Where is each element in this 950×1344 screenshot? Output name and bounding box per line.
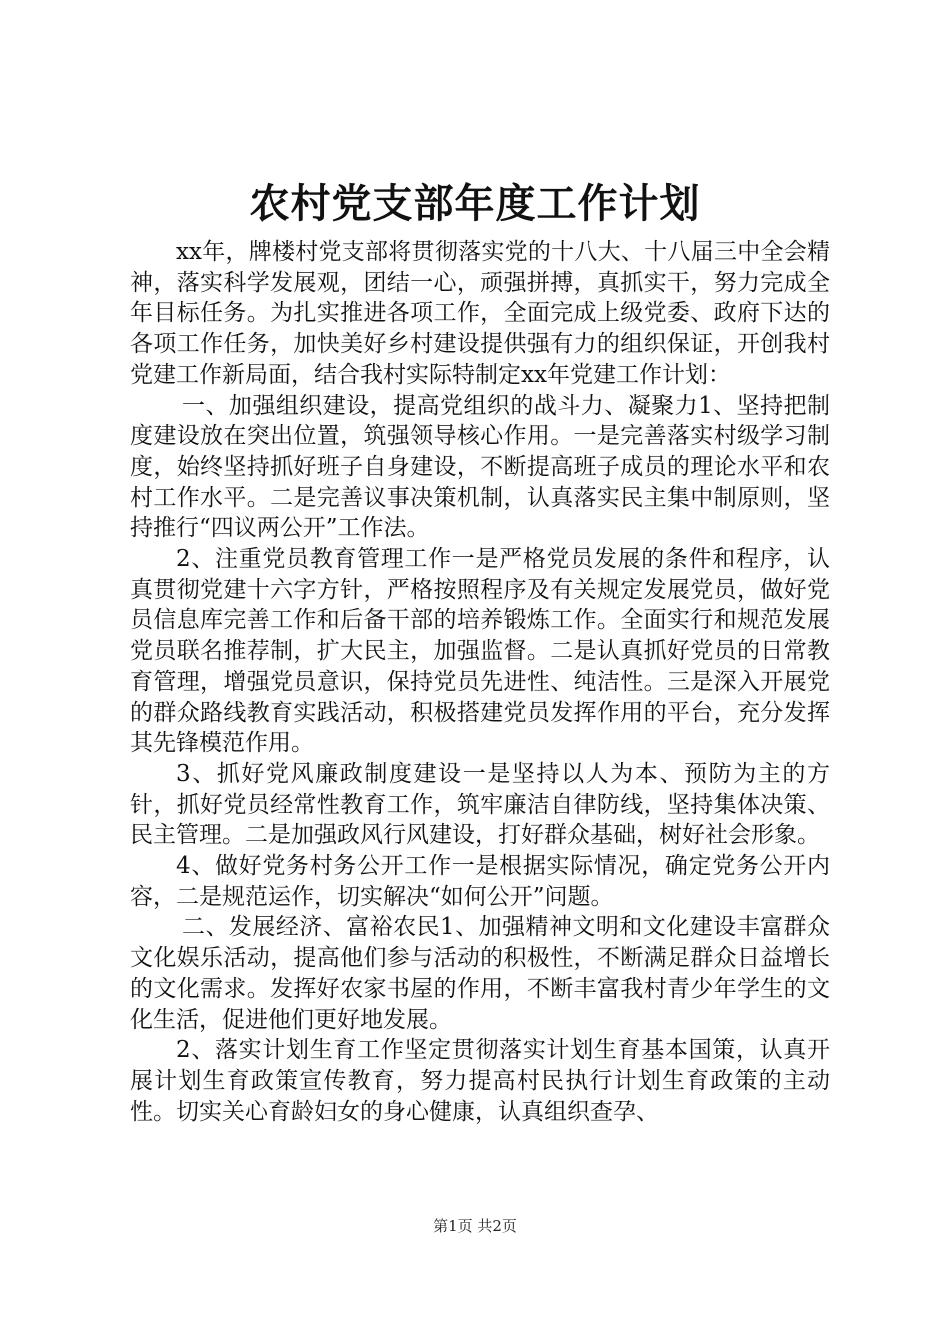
paragraph-section-2: 二、发展经济、富裕农民1、加强精神文明和文化建设丰富群众文化娱乐活动，提高他们参与活动的积极性，不断满足群众日益增长的文化需求。发挥好农家书屋的作用，不断丰富我村青少年学生的文化生活，促进他们更好地发展。 [130,914,830,1033]
document-title: 农村党支部年度工作计划 [249,180,701,227]
paragraph-item-4: 4、做好党务村务公开工作一是根据实际情况，确定党务公开内容，二是规范运作，切实解决“如何公开”问题。 [130,853,830,910]
paragraph-item-2: 2、注重党员教育管理工作一是严格党员发展的条件和程序，认真贯彻党建十六字方针，严格按照程序及有关规定发展党员，做好党员信息库完善工作和后备干部的培养锻炼工作。全面实行和规范发展党员联名推荐制，扩大民主，加强监督。二是认真抓好党员的日常教育管理，增强党员意识，保持党员先进性、纯洁性。三是深入开展党的群众路线教育实践活动，积极搭建党员发挥作用的平台，充分发挥其先锋模范作用。 [130,546,830,757]
document-body [130,237,830,1127]
paragraph-item-3: 3、抓好党风廉政制度建设一是坚持以人为本、预防为主的方针，抓好党员经常性教育工作，筑牢廉洁自律防线，坚持集体决策、民主管理。二是加强政风行风建设，打好群众基础，树好社会形象。 [130,760,830,849]
paragraph-section-1: 一、加强组织建设，提高党组织的战斗力、凝聚力1、坚持把制度建设放在突出位置，筑强领导核心作用。一是完善落实村级学习制度，始终坚持抓好班子自身建设，不断提高班子成员的理论水平和农村工作水平。二是完善议事决策机制，认真落实民主集中制原则，坚持推行“四议两公开”工作法。 [130,392,830,542]
page-number-footer: 第1页 共2页 [433,1217,517,1235]
paragraph-intro: xx年，牌楼村党支部将贯彻落实党的十八大、十八届三中全会精神，落实科学发展观，团结一心，顽强拼搏，真抓实干，努力完成全年目标任务。为扎实推进各项工作，全面完成上级党委、政府下达的各项工作任务，加快美好乡村建设提供强有力的组织保证，开创我村党建工作新局面，结合我村实际特制定xx年党建工作计划： [130,239,830,388]
paragraph-item-2b: 2、落实计划生育工作坚定贯彻落实计划生育基本国策，认真开展计划生育政策宣传教育，努力提高村民执行计划生育政策的主动性。切实关心育龄妇女的身心健康，认真组织查孕、 [130,1037,830,1125]
